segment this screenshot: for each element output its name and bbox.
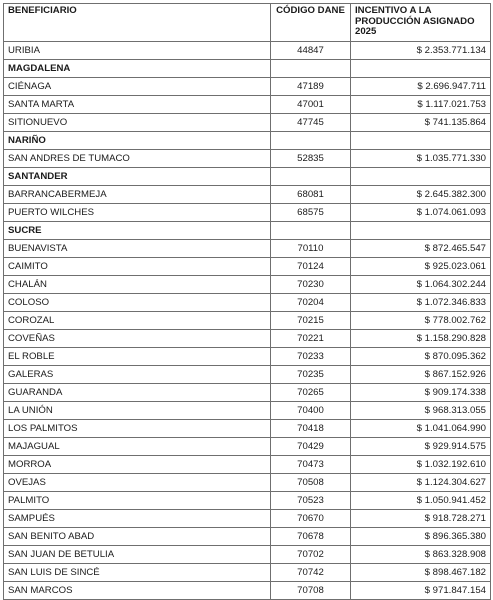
incentive-amount: $ 909.174.338	[351, 384, 491, 402]
table-row	[4, 420, 491, 438]
table-row	[4, 492, 491, 510]
empty-cell	[351, 132, 491, 150]
table-row	[4, 528, 491, 546]
incentive-amount: $ 1.124.304.627	[351, 474, 491, 492]
table-row	[4, 564, 491, 582]
beneficiary-name: COVEÑAS	[4, 330, 271, 348]
table-body	[4, 42, 491, 600]
incentive-amount: $ 971.847.154	[351, 582, 491, 600]
dane-code: 70215	[271, 312, 351, 330]
department-row	[4, 132, 491, 150]
header-beneficiario: BENEFICIARIO	[4, 4, 271, 42]
beneficiary-name: URIBIA	[4, 42, 271, 60]
incentive-amount: $ 929.914.575	[351, 438, 491, 456]
empty-cell	[271, 60, 351, 78]
beneficiary-name: SAN LUIS DE SINCÉ	[4, 564, 271, 582]
dane-code: 70221	[271, 330, 351, 348]
beneficiary-name: BUENAVISTA	[4, 240, 271, 258]
incentive-amount: $ 2.353.771.134	[351, 42, 491, 60]
table-row	[4, 204, 491, 222]
table-row	[4, 186, 491, 204]
table-row	[4, 330, 491, 348]
table-row	[4, 402, 491, 420]
dane-code: 47189	[271, 78, 351, 96]
dane-code: 70110	[271, 240, 351, 258]
incentive-amount: $ 778.002.762	[351, 312, 491, 330]
empty-cell	[271, 168, 351, 186]
beneficiary-name: BARRANCABERMEJA	[4, 186, 271, 204]
beneficiary-name: SAN ANDRES DE TUMACO	[4, 150, 271, 168]
incentive-amount: $ 1.072.346.833	[351, 294, 491, 312]
dane-code: 70230	[271, 276, 351, 294]
dane-code: 70418	[271, 420, 351, 438]
table-row	[4, 582, 491, 600]
dane-code: 70124	[271, 258, 351, 276]
incentive-amount: $ 741.135.864	[351, 114, 491, 132]
department-name: SANTANDER	[4, 168, 271, 186]
dane-code: 70708	[271, 582, 351, 600]
incentive-amount: $ 863.328.908	[351, 546, 491, 564]
empty-cell	[351, 60, 491, 78]
table-row	[4, 258, 491, 276]
dane-code: 70523	[271, 492, 351, 510]
incentive-amount: $ 1.050.941.452	[351, 492, 491, 510]
beneficiary-name: SAN JUAN DE BETULIA	[4, 546, 271, 564]
beneficiary-name: COROZAL	[4, 312, 271, 330]
table-row	[4, 438, 491, 456]
department-row	[4, 60, 491, 78]
dane-code: 70429	[271, 438, 351, 456]
dane-code: 70702	[271, 546, 351, 564]
beneficiary-name: MORROA	[4, 456, 271, 474]
dane-code: 70233	[271, 348, 351, 366]
header-row	[4, 4, 491, 42]
dane-code: 70473	[271, 456, 351, 474]
department-row	[4, 168, 491, 186]
dane-code: 70742	[271, 564, 351, 582]
beneficiary-name: PALMITO	[4, 492, 271, 510]
dane-code: 44847	[271, 42, 351, 60]
beneficiary-name: SAN BENITO ABAD	[4, 528, 271, 546]
incentive-amount: $ 1.117.021.753	[351, 96, 491, 114]
table-row	[4, 474, 491, 492]
beneficiary-name: OVEJAS	[4, 474, 271, 492]
table-row	[4, 456, 491, 474]
incentive-amount: $ 1.032.192.610	[351, 456, 491, 474]
header-incentivo: INCENTIVO A LA PRODUCCIÓN ASIGNADO 2025	[351, 4, 491, 42]
incentive-amount: $ 925.023.061	[351, 258, 491, 276]
dane-code: 70235	[271, 366, 351, 384]
incentive-amount: $ 1.074.061.093	[351, 204, 491, 222]
beneficiary-name: GUARANDA	[4, 384, 271, 402]
table-row	[4, 42, 491, 60]
table-row	[4, 114, 491, 132]
beneficiary-name: CHALÁN	[4, 276, 271, 294]
dane-code: 52835	[271, 150, 351, 168]
beneficiary-name: SAMPUÉS	[4, 510, 271, 528]
incentive-amount: $ 1.035.771.330	[351, 150, 491, 168]
table-row	[4, 348, 491, 366]
dane-code: 70204	[271, 294, 351, 312]
incentive-amount: $ 872.465.547	[351, 240, 491, 258]
dane-code: 70678	[271, 528, 351, 546]
table-row	[4, 312, 491, 330]
table-row	[4, 294, 491, 312]
incentive-amount: $ 870.095.362	[351, 348, 491, 366]
empty-cell	[351, 222, 491, 240]
beneficiary-name: CAIMITO	[4, 258, 271, 276]
empty-cell	[271, 132, 351, 150]
table-row	[4, 384, 491, 402]
beneficiary-name: GALERAS	[4, 366, 271, 384]
incentive-amount: $ 2.696.947.711	[351, 78, 491, 96]
table-row	[4, 96, 491, 114]
dane-code: 47001	[271, 96, 351, 114]
incentive-amount: $ 2.645.382.300	[351, 186, 491, 204]
beneficiary-name: LA UNIÓN	[4, 402, 271, 420]
beneficiary-name: COLOSO	[4, 294, 271, 312]
incentive-amount: $ 1.064.302.244	[351, 276, 491, 294]
dane-code: 47745	[271, 114, 351, 132]
beneficiary-name: LOS PALMITOS	[4, 420, 271, 438]
beneficiary-name: SANTA MARTA	[4, 96, 271, 114]
incentive-amount: $ 896.365.380	[351, 528, 491, 546]
table-row	[4, 510, 491, 528]
dane-code: 70400	[271, 402, 351, 420]
table-row	[4, 546, 491, 564]
beneficiary-name: SAN MARCOS	[4, 582, 271, 600]
table-row	[4, 150, 491, 168]
department-row	[4, 222, 491, 240]
table-row	[4, 276, 491, 294]
dane-code: 70508	[271, 474, 351, 492]
dane-code: 70670	[271, 510, 351, 528]
table-row	[4, 78, 491, 96]
table-row	[4, 240, 491, 258]
incentive-amount: $ 918.728.271	[351, 510, 491, 528]
beneficiary-name: CIÉNAGA	[4, 78, 271, 96]
incentive-amount: $ 867.152.926	[351, 366, 491, 384]
incentive-amount: $ 1.158.290.828	[351, 330, 491, 348]
incentive-amount: $ 1.041.064.990	[351, 420, 491, 438]
allocation-sheet	[3, 3, 490, 600]
incentive-amount: $ 898.467.182	[351, 564, 491, 582]
beneficiary-name: PUERTO WILCHES	[4, 204, 271, 222]
beneficiary-name: EL ROBLE	[4, 348, 271, 366]
department-name: NARIÑO	[4, 132, 271, 150]
empty-cell	[351, 168, 491, 186]
header-codigo-dane: CÓDIGO DANE	[271, 4, 351, 42]
beneficiary-name: SITIONUEVO	[4, 114, 271, 132]
table-row	[4, 366, 491, 384]
dane-code: 68575	[271, 204, 351, 222]
empty-cell	[271, 222, 351, 240]
incentive-amount: $ 968.313.055	[351, 402, 491, 420]
department-name: MAGDALENA	[4, 60, 271, 78]
dane-code: 70265	[271, 384, 351, 402]
allocation-table	[3, 3, 491, 600]
department-name: SUCRE	[4, 222, 271, 240]
beneficiary-name: MAJAGUAL	[4, 438, 271, 456]
dane-code: 68081	[271, 186, 351, 204]
